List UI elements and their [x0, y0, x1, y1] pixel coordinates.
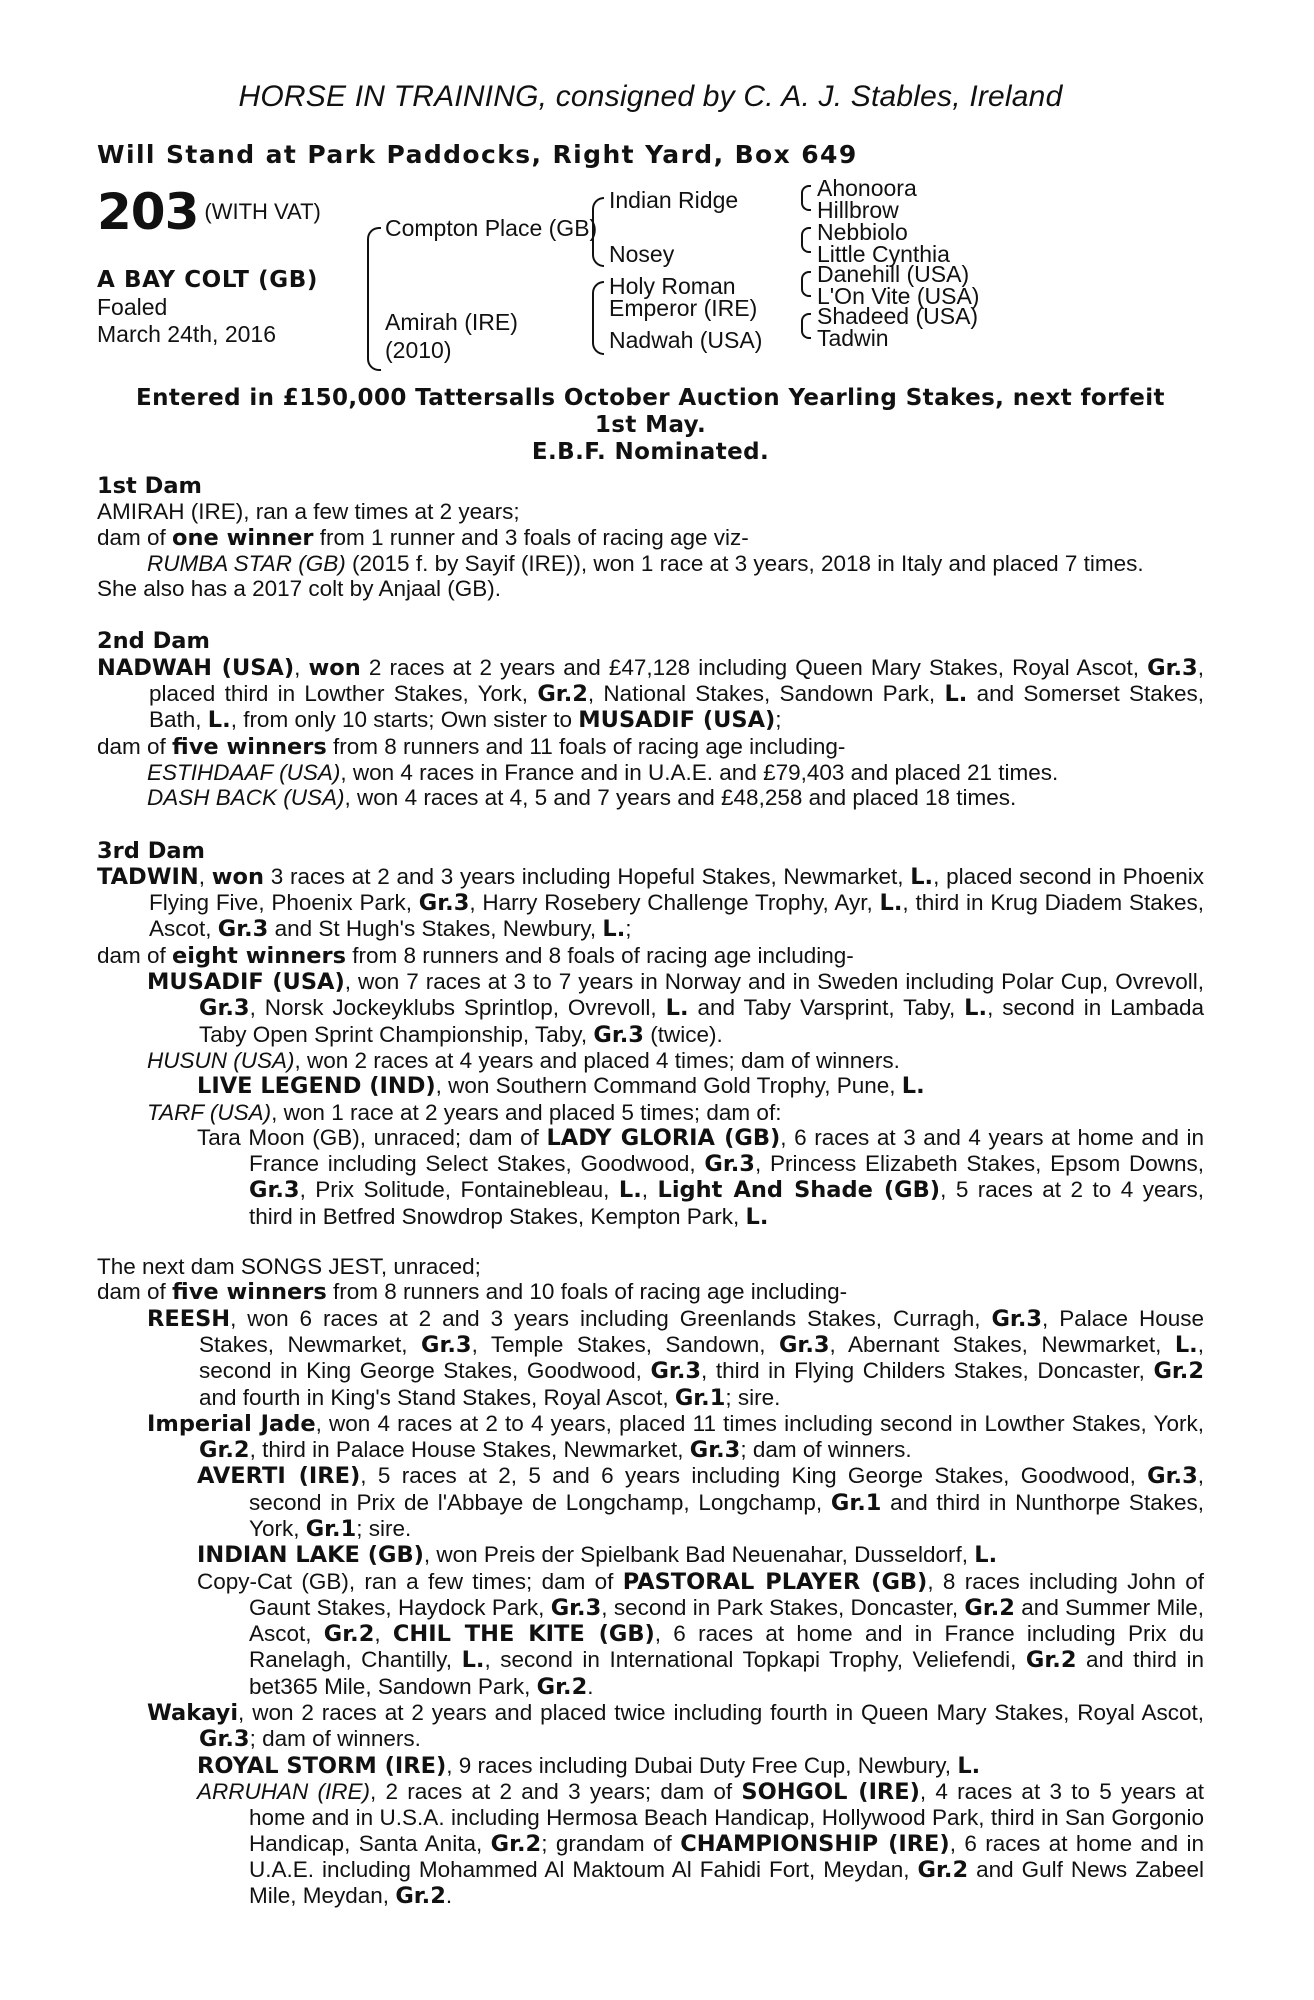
entry-line-2: 1st May. — [594, 412, 707, 438]
next-dam-grandfoal-2: INDIAN LAKE (GB), won Preis der Spielbank Bad Neuenahar, Dusseldorf, L. — [197, 1542, 998, 1569]
lot-heading — [97, 183, 321, 241]
sire-dam-dam: Little Cynthia — [817, 241, 950, 267]
next-dam-grandfoal-4: ROYAL STORM (IRE), 9 races including Dubai Duty Free Cup, Newbury, L. — [197, 1752, 981, 1779]
third-dam-grandfoal-1: LIVE LEGEND (IND), won Southern Command Gold Trophy, Pune, L. — [197, 1073, 925, 1100]
dam: Amirah (IRE) — [385, 309, 518, 335]
dam-dam-dam: Tadwin — [817, 325, 889, 351]
next-dam-grandfoal-1: AVERTI (IRE), 5 races at 2, 5 and 6 years including King George Stakes, Goodwood, Gr.3, second in Prix de l'Abbaye de Longchamp, Longchamp, Gr.1 and third in Nunthorpe Stakes, York, Gr.1; sire. — [197, 1463, 1204, 1542]
dam-sire-line2: Emperor (IRE) — [609, 295, 758, 321]
ebf-line: E.B.F. Nominated. — [531, 439, 770, 465]
foaled-date: March 24th, 2016 — [97, 321, 277, 347]
dam-year: (2010) — [385, 337, 452, 363]
catalogue-page — [97, 80, 1204, 1909]
second-dam-foal-1: ESTIHDAAF (USA), won 4 races in France and in U.A.E. and £79,403 and placed 21 times. — [147, 759, 1059, 785]
second-dam-foal-2: DASH BACK (USA), won 4 races at 4, 5 and 7 years and £48,258 and placed 18 times. — [147, 785, 1017, 811]
dam-bracket — [592, 281, 604, 355]
third-dam-foal-1: MUSADIF (USA), won 7 races at 3 to 7 years in Norway and in Sweden including Polar Cup, Ovrevoll, Gr.3, Norsk Jockeyklubs Sprintlop, Ovrevoll, L. and Taby Varsprint, Taby, L., second in Lambada Taby Open Sprint Championship, Taby, Gr.3 (twice). — [147, 969, 1205, 1048]
second-dam-heading: 2nd Dam — [97, 628, 210, 655]
next-dam-foal-1: REESH, won 6 races at 2 and 3 years including Greenlands Stakes, Curragh, Gr.3, Palace House Stakes, Newmarket, Gr.3, Temple Stakes, Sandown, Gr.3, Abernant Stakes, Newmarket, L., second in King George Stakes, Goodwood, Gr.3, third in Flying Childers Stakes, Doncaster, Gr.2 and fourth in King's Stand Stakes, Royal Ascot, Gr.1; sire. — [147, 1305, 1204, 1411]
first-dam-line: AMIRAH (IRE), ran a few times at 2 years; — [97, 499, 520, 525]
first-dam-heading: 1st Dam — [97, 473, 202, 499]
bracket-3c — [801, 271, 811, 297]
bracket-3d — [801, 313, 811, 339]
sire: Compton Place (GB) — [385, 215, 598, 241]
produce-record — [97, 474, 1204, 1909]
third-dam-heading: 3rd Dam — [97, 837, 205, 864]
second-dam-produce: dam of five winners from 8 runners and 11 foals of racing age including- — [97, 733, 846, 760]
third-dam-foal-3: TARF (USA), won 1 race at 2 years and placed 5 times; dam of: — [147, 1099, 782, 1125]
pedigree-block — [97, 175, 1204, 385]
first-dam-produce: dam of one winner from 1 runner and 3 foals of racing age viz- — [97, 524, 749, 551]
entries-block — [97, 385, 1204, 466]
third-dam-produce: dam of eight winners from 8 runners and 8 foals of racing age including- — [97, 942, 854, 969]
first-dam-note: She also has a 2017 colt by Anjaal (GB). — [97, 576, 501, 602]
third-dam-grandfoal-2: Tara Moon (GB), unraced; dam of LADY GLORIA (GB), 6 races at 3 and 4 years at home and in France including Select Stakes, Goodwood, Gr.3, Princess Elizabeth Stakes, Epsom Downs, Gr.3, Prix Solitude, Fontainebleau, L., Light And Shade (GB), 5 races at 2 to 4 years, third in Betfred Snowdrop Stakes, Kempton Park, L. — [197, 1124, 1205, 1230]
horse-name: A BAY COLT (GB) — [97, 267, 319, 293]
bracket-3b — [801, 227, 811, 253]
third-dam-record: TADWIN, won 3 races at 2 and 3 years including Hopeful Stakes, Newmarket, L., placed second in Phoenix Flying Five, Phoenix Park, Gr.3, Harry Rosebery Challenge Trophy, Ayr, L., third in Krug Diadem Stakes, Ascot, Gr.3 and St Hugh's Stakes, Newbury, L.; — [97, 863, 1205, 943]
second-dam-record: NADWAH (USA), won 2 races at 2 years and £47,128 including Queen Mary Stakes, Royal Ascot, Gr.3, placed third in Lowther Stakes, York, Gr.2, National Stakes, Sandown Park, L. and Somerset Stakes, Bath, L., from only 10 starts; Own sister to MUSADIF (USA); — [97, 654, 1204, 734]
entry-line-1: Entered in £150,000 Tattersalls October Auction Yearling Stakes, next forfeit — [136, 385, 1165, 411]
first-dam-foal: RUMBA STAR (GB) (2015 f. by Sayif (IRE)), won 1 race at 3 years, 2018 in Italy and placed 7 times. — [147, 550, 1144, 576]
next-dam-grandfoal-3: Copy-Cat (GB), ran a few times; dam of PASTORAL PLAYER (GB), 8 races including John of Gaunt Stakes, Haydock Park, Gr.3, second in Park Stakes, Doncaster, Gr.2 and Summer Mile, Ascot, Gr.2, CHIL THE KITE (GB), 6 races at home and in France including Prix du Ranelagh, Chantilly, L., second in International Topkapi Trophy, Veliefendi, Gr.2 and third in bet365 Mile, Sandown Park, Gr.2. — [197, 1568, 1205, 1700]
third-dam-foal-2: HUSUN (USA), won 2 races at 4 years and placed 4 times; dam of winners. — [147, 1047, 900, 1073]
sire-dam: Nosey — [609, 241, 675, 267]
sire-sire-sire: Ahonoora — [817, 175, 917, 201]
sire-bracket — [592, 197, 604, 267]
next-dam-foal-2: Imperial Jade, won 4 races at 2 to 4 years, placed 11 times including second in Lowther Stakes, York, Gr.2, third in Palace House Stakes, Newmarket, Gr.3; dam of winners. — [147, 1410, 1205, 1464]
next-dam-foal-3: Wakayi, won 2 races at 2 years and placed twice including fourth in Queen Mary Stakes, Royal Ascot, Gr.3; dam of winners. — [147, 1700, 1204, 1753]
dam-sire: Holy Roman — [609, 273, 736, 299]
pedigree-bracket — [367, 227, 381, 371]
lot-number: 203 — [97, 183, 199, 241]
sire-dam-sire: Nebbiolo — [817, 219, 908, 245]
dam-dam-sire: Shadeed (USA) — [817, 303, 979, 329]
stand-location: Will Stand at Park Paddocks, Right Yard, Box 649 — [97, 140, 858, 169]
sire-sire: Indian Ridge — [609, 187, 739, 213]
dam-dam: Nadwah (USA) — [609, 327, 763, 353]
foaled-label: Foaled — [97, 294, 168, 320]
dam-sire-sire: Danehill (USA) — [817, 261, 970, 287]
bracket-3a — [801, 185, 811, 211]
vat-label: (WITH VAT) — [204, 199, 321, 224]
dam-sire-dam: L'On Vite (USA) — [817, 283, 980, 309]
next-dam-line: The next dam SONGS JEST, unraced; — [97, 1254, 481, 1280]
sire-sire-dam: Hillbrow — [817, 197, 899, 223]
page-header: HORSE IN TRAINING, consigned by C. A. J. Stables, Ireland — [238, 80, 1063, 113]
lot-description — [97, 267, 318, 348]
next-dam-produce: dam of five winners from 8 runners and 10 foals of racing age including- — [97, 1279, 848, 1306]
next-dam-grandfoal-5: ARRUHAN (IRE), 2 races at 2 and 3 years; dam of SOHGOL (IRE), 4 races at 3 to 5 years at home and in U.S.A. including Hermosa Beach Handicap, Hollywood Park, third in San Gorgonio Handicap, Santa Anita, Gr.2; grandam of CHAMPIONSHIP (IRE), 6 races at home and in U.A.E. including Mohammed Al Maktoum Al Fahidi Fort, Meydan, Gr.2 and Gulf News Zabeel Mile, Meydan, Gr.2. — [197, 1778, 1204, 1910]
